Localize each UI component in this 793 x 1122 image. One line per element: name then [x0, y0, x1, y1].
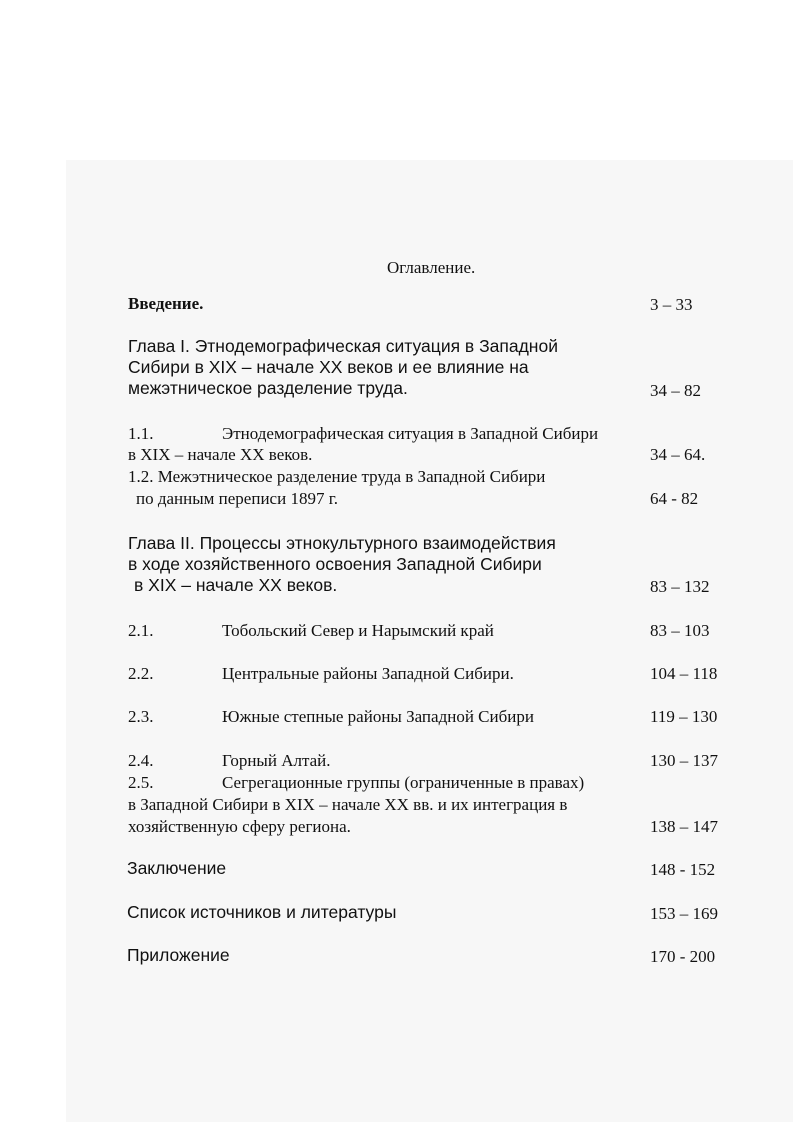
chapter-1-line-2: Сибири в XIX – начале XX веков и ее влияние на — [128, 357, 529, 377]
section-2-1-number: 2.1. — [128, 621, 154, 640]
chapter-1-line-1: Глава I. Этнодемографическая ситуация в Западной — [128, 336, 558, 356]
sources-pages: 153 – 169 — [650, 904, 718, 923]
section-2-5-title-line-2: в Западной Сибири в XIX – начале XX вв. и их интеграция в — [128, 795, 568, 814]
section-2-4-title: Горный Алтай. — [222, 751, 331, 770]
chapter-1-line-3: межэтническое разделение труда. — [128, 378, 408, 398]
chapter-1-pages: 34 – 82 — [650, 381, 701, 400]
section-2-2-number: 2.2. — [128, 664, 154, 683]
section-2-1-title: Тобольский Север и Нарымский край — [222, 621, 494, 640]
section-2-3-number: 2.3. — [128, 707, 154, 726]
appendix-pages: 170 - 200 — [650, 947, 716, 966]
section-2-3-pages: 119 – 130 — [650, 707, 718, 726]
section-2-1-pages: 83 – 103 — [650, 621, 710, 640]
section-1-2-pages: 64 - 82 — [650, 489, 699, 508]
chapter-2-line-1: Глава II. Процессы этнокультурного взаимодействия — [128, 533, 556, 553]
sources-label: Список источников и литературы — [127, 902, 397, 922]
section-2-2-title: Центральные районы Западной Сибири. — [222, 664, 514, 683]
intro-label: Введение. — [128, 294, 204, 313]
section-1-1-title-line-2: в XIX – начале XX веков. — [128, 445, 313, 464]
section-1-1-pages: 34 – 64. — [650, 445, 706, 464]
section-2-4-pages: 130 – 137 — [650, 751, 718, 770]
chapter-2-line-3: в XIX – начале XX веков. — [134, 575, 338, 595]
appendix-label: Приложение — [127, 945, 230, 965]
chapter-2-pages: 83 – 132 — [650, 577, 710, 596]
intro-pages: 3 – 33 — [650, 295, 693, 314]
toc-title: Оглавление. — [387, 258, 476, 277]
section-2-4-number: 2.4. — [128, 751, 154, 770]
conclusion-label: Заключение — [127, 858, 227, 878]
section-2-2-pages: 104 – 118 — [650, 664, 718, 683]
section-1-2-title-line-1: 1.2. Межэтническое разделение труда в Западной Сибири — [128, 467, 546, 486]
chapter-2-line-2: в ходе хозяйственного освоения Западной Сибири — [128, 554, 542, 574]
conclusion-pages: 148 - 152 — [650, 860, 716, 879]
section-1-2-title-line-2: по данным переписи 1897 г. — [136, 489, 338, 508]
section-2-5-title-line-3: хозяйственную сферу региона. — [128, 817, 351, 836]
section-2-5-number: 2.5. — [128, 773, 154, 792]
section-1-1-title-line-1: Этнодемографическая ситуация в Западной Сибири — [222, 424, 599, 443]
section-2-5-title-line-1: Сегрегационные группы (ограниченные в правах) — [222, 773, 585, 792]
section-2-5-pages: 138 – 147 — [650, 817, 718, 836]
section-1-1-number: 1.1. — [128, 424, 154, 443]
section-2-3-title: Южные степные районы Западной Сибири — [222, 707, 534, 726]
